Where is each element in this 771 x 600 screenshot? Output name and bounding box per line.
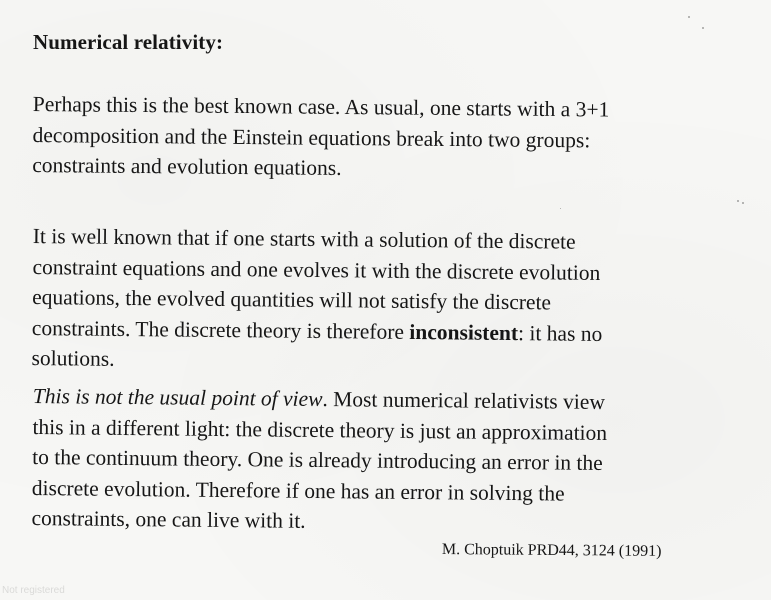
paragraph-intro-line-3: constraints and evolution equations. (32, 152, 342, 180)
citation: M. Choptuik PRD44, 3124 (1991) (441, 541, 662, 560)
paragraph-viewpoint (31, 381, 607, 540)
line-4-text: constraints. The discrete theory is therefore (31, 315, 410, 344)
paragraph-inconsistency (31, 221, 603, 379)
paragraph-inconsistency-line-5: solutions. (31, 345, 115, 371)
paragraph-viewpoint-line-5: constraints, one can live with it. (31, 505, 306, 533)
line-1-tail: . Most numerical relativists view (322, 387, 606, 414)
slide-heading: Numerical relativity: (33, 30, 224, 54)
paragraph-viewpoint-line-3: to the continuum theory. One is already introducing an error in the (32, 444, 603, 475)
scan-speck (560, 208, 561, 209)
inconsistent-emphasis: inconsistent (409, 319, 519, 345)
scan-speck (702, 27, 704, 29)
scan-speck (737, 200, 739, 202)
paragraph-inconsistency-line-2: constraint equations and one evolves it with the discrete evolution (32, 254, 601, 285)
paragraph-intro-line-1: Perhaps this is the best known case. As usual, one starts with a 3+1 (32, 91, 610, 122)
scan-speck (688, 16, 690, 18)
line-4-tail: : it has no (517, 320, 603, 346)
paragraph-inconsistency-line-1: It is well known that if one starts with a solution of the discrete (32, 223, 576, 254)
paragraph-viewpoint-line-2: this in a different light: the discrete theory is just an approximation (32, 414, 608, 445)
paragraph-intro (32, 89, 609, 186)
paragraph-viewpoint-line-4: discrete evolution. Therefore if one has an error in solving the (31, 475, 565, 506)
paragraph-inconsistency-line-3: equations, the evolved quantities will not satisfy the discrete (32, 284, 552, 315)
scan-speck (742, 202, 744, 204)
paragraph-intro-line-2: decomposition and the Einstein equations break into two groups: (32, 122, 591, 152)
watermark: Not registered (2, 585, 65, 596)
paragraph-inconsistency-line-4 (32, 312, 603, 348)
italic-lead: This is not the usual point of view (32, 383, 323, 412)
